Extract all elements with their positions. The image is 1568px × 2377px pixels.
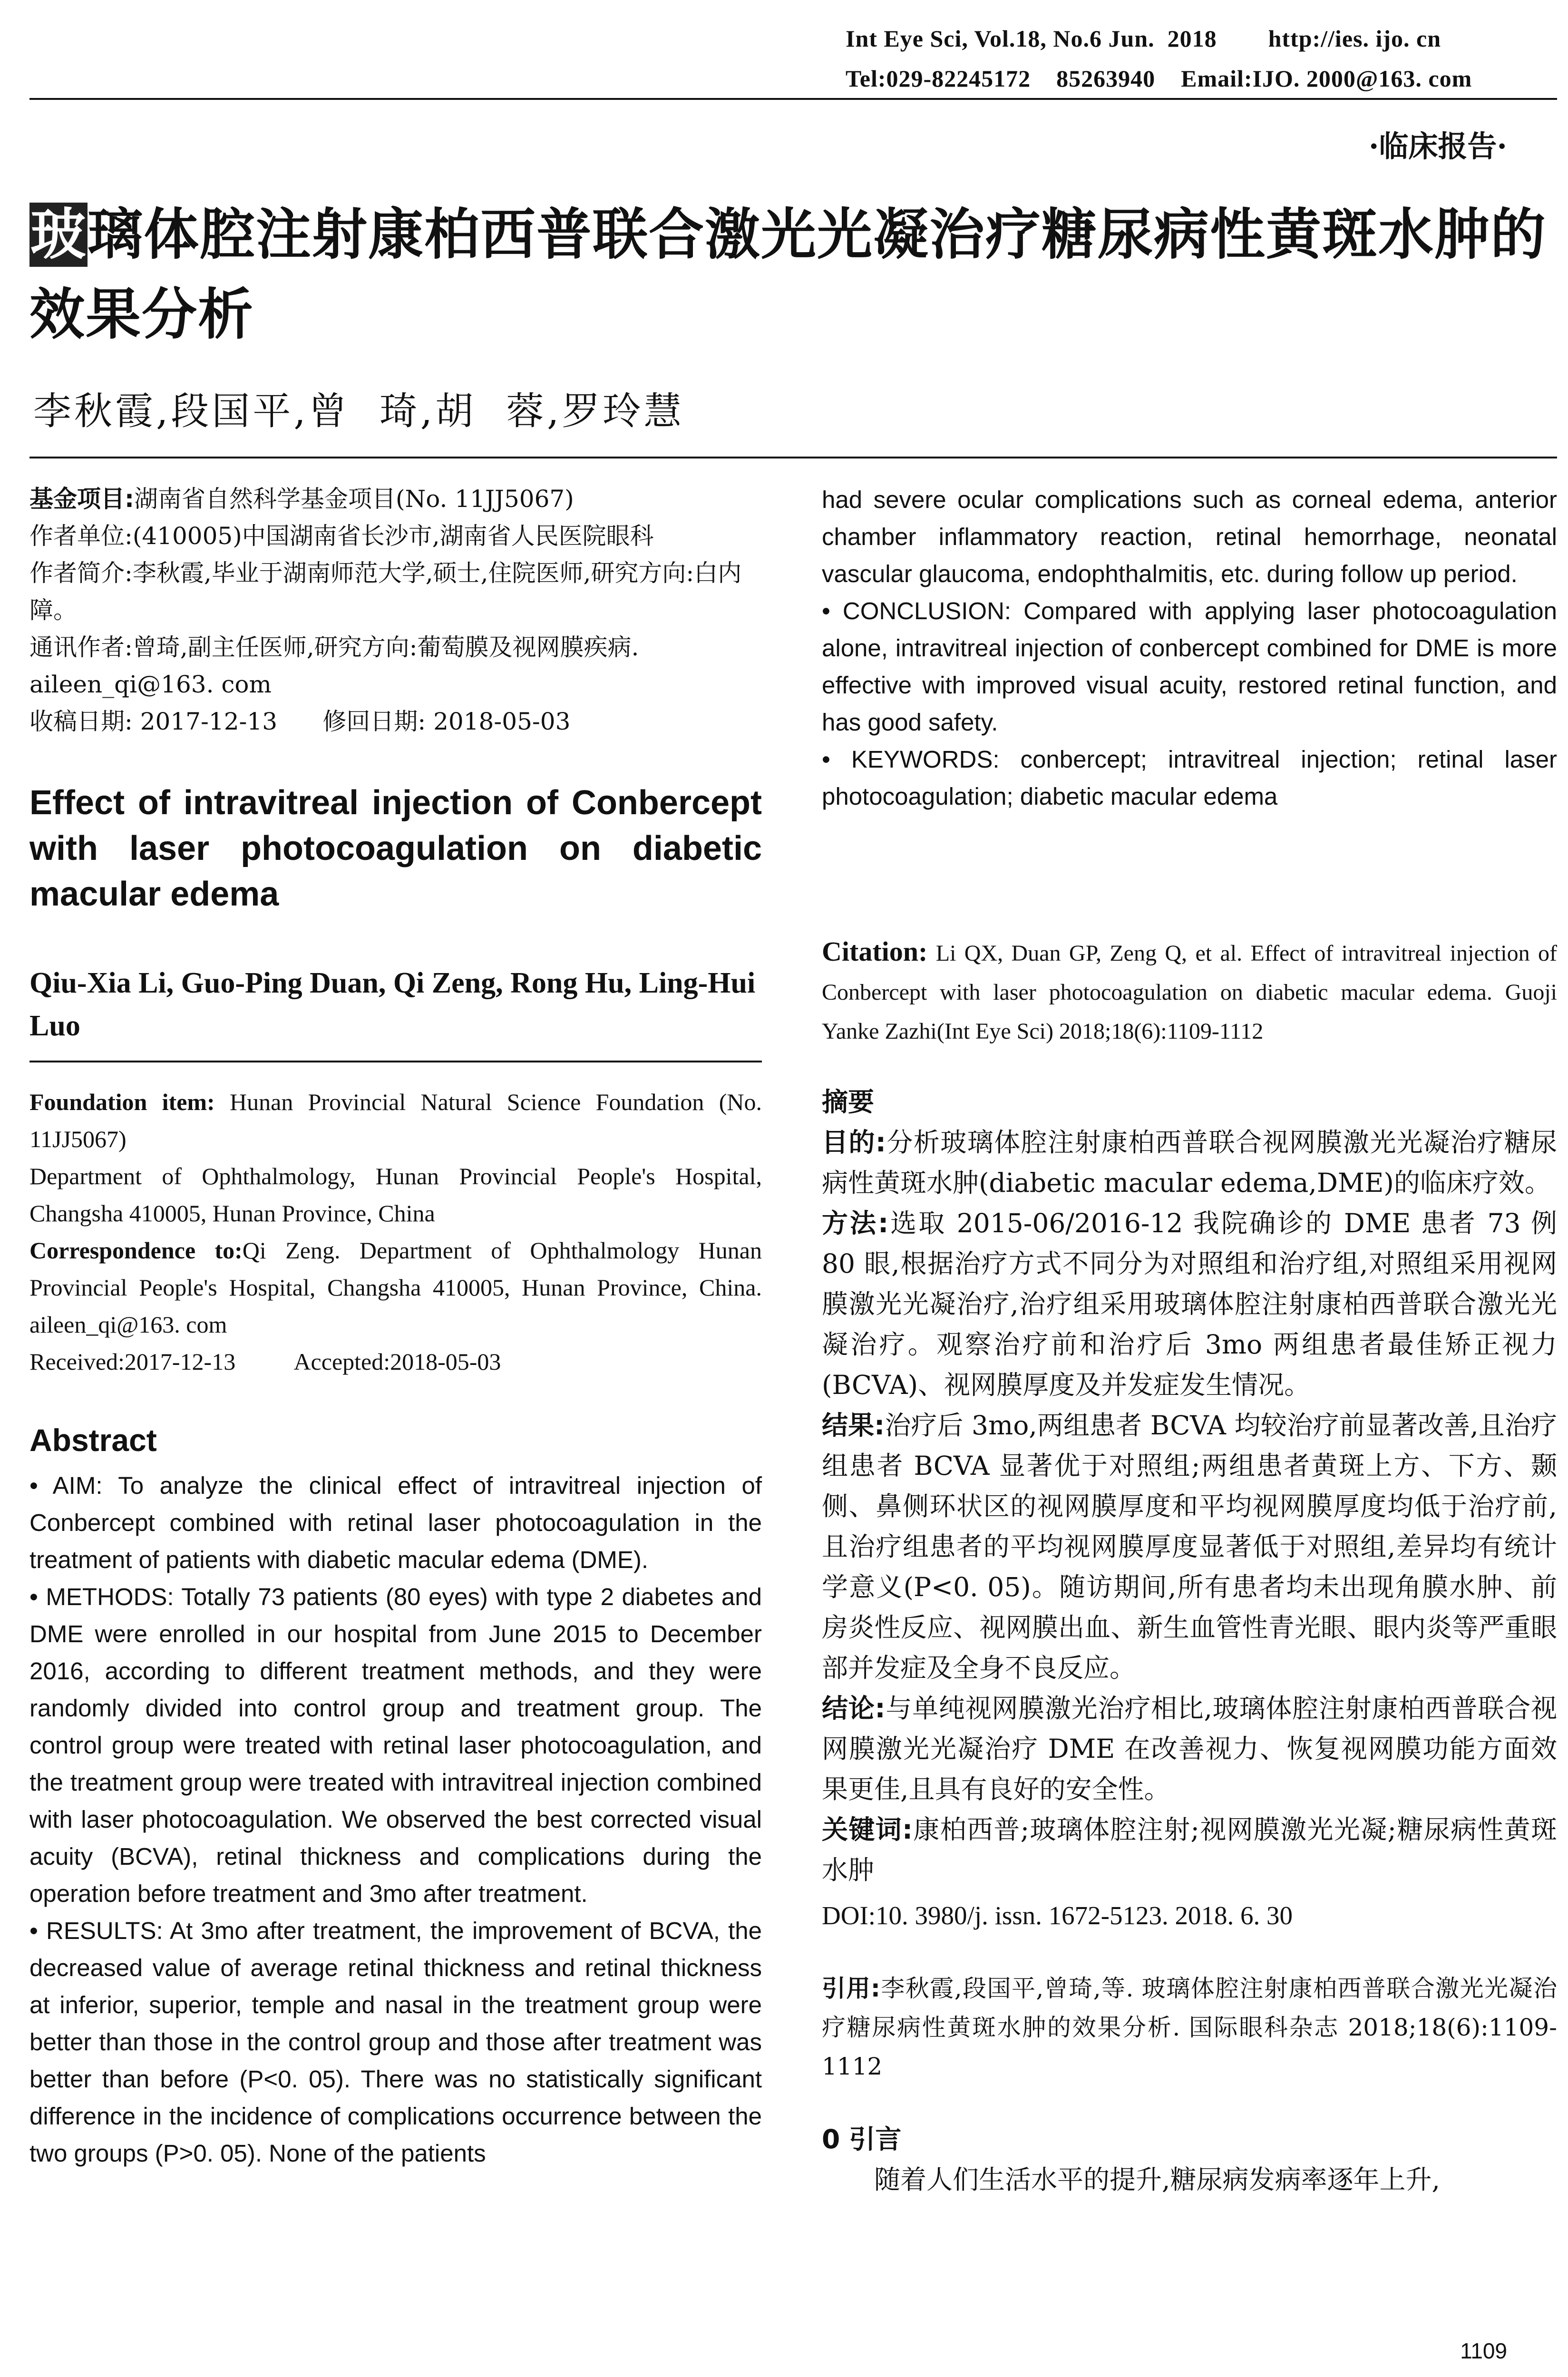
en-foundation: Foundation item: Hunan Provincial Natural Science Foundation (No. 11JJ5067) — [29, 1089, 762, 1152]
title-first-char: 玻 — [30, 203, 87, 267]
zh-doi: DOI:10. 3980/j. issn. 1672-5123. 2018. 6. 30 — [822, 1901, 1293, 1930]
en-department: Department of Ophthalmology, Hunan Provincial People's Hospital, Changsha 410005, Hunan Province, China — [29, 1163, 762, 1227]
abstract-methods: • METHODS: Totally 73 patients (80 eyes) with type 2 diabetes and DME were enrolled in our hospital from June 2015 to December 2016, according to different treatment methods, and they were randomly divided into control group and treatment group. The control group were treated with retinal laser photocoagulation, and the treatment group were treated with intravitreal injection combined with laser photocoagulation. We observed the best corrected visual acuity (BCVA), retinal thickness and complications during the operation before treatment and 3mo after treatment. — [29, 1583, 762, 1907]
zh-meta-correspondence: 通讯作者:曾琦,副主任医师,研究方向:葡萄膜及视网膜疾病. aileen_qi@163. com — [29, 633, 639, 698]
zh-meta-dates: 收稿日期: 2017-12-13 修回日期: 2018-05-03 — [29, 708, 571, 735]
article-title-zh — [29, 195, 1566, 355]
zh-objective: 目的:分析玻璃体腔注射康柏西普联合视网膜激光光凝治疗糖尿病性黄斑水肿(diabetic macular edema,DME)的临床疗效。 — [822, 1127, 1557, 1198]
section-tag: ·临床报告· — [1368, 129, 1507, 164]
abstract-results: • RESULTS: At 3mo after treatment, the improvement of BCVA, the decreased value of average retinal thickness and retinal thickness at inferior, superior, temple and nasal in the treatment group were better than those in the control group and those after treatment was better than before (P<0. 05). There was no statistically significant difference in the incidence of complications occurrence between the two groups (P>0. 05). None of the patients — [29, 1917, 762, 2167]
abstract-heading: Abstract — [29, 1422, 157, 1458]
en-correspondence: Correspondence to:Qi Zeng. Department of Ophthalmology Hunan Provincial People's Hospital, Changsha 410005, Hunan Province, China. aileen_qi@163. com — [29, 1237, 762, 1338]
intro-heading: 0 引言 — [822, 2124, 902, 2154]
authors-zh: 李秋霞,段国平,曾 琦,胡 蓉,罗玲慧 — [33, 389, 685, 433]
zh-meta-bio: 作者简介:李秋霞,毕业于湖南师范大学,硕士,住院医师,研究方向:白内障。 — [29, 559, 742, 624]
zh-citation: 引用:李秋霞,段国平,曾琦,等. 玻璃体腔注射康柏西普联合激光光凝治疗糖尿病性黄斑水肿的效果分析. 国际眼科杂志 2018;18(6):1109-1112 — [822, 1975, 1557, 2080]
zh-keywords: 关键词:康柏西普;玻璃体腔注射;视网膜激光光凝;糖尿病性黄斑水肿 — [822, 1814, 1557, 1885]
zh-meta-block — [29, 480, 762, 740]
header-rule — [29, 98, 1557, 100]
en-dates: Received:2017-12-13 Accepted:2018-05-03 — [29, 1348, 501, 1375]
zh-abstract — [822, 1082, 1557, 2200]
page-number: 1109 — [1460, 2338, 1507, 2363]
abstract-left — [29, 1467, 762, 2172]
abstract-conclusion: • CONCLUSION: Compared with applying laser photocoagulation alone, intravitreal injection of conbercept combined for DME is more effective with improved visual acuity, restored retinal function, and has good safety. — [822, 597, 1557, 736]
zh-conclusion: 结论:与单纯视网膜激光治疗相比,玻璃体腔注射康柏西普联合视网膜激光光凝治疗 DME 在改善视力、恢复视网膜功能方面效果更佳,且具有良好的安全性。 — [822, 1693, 1558, 1804]
abstract-keywords: • KEYWORDS: conbercept; intravitreal injection; retinal laser photocoagulation; diabetic macular edema — [822, 746, 1557, 810]
contact-header: Tel:029-82245172 85263940 Email:IJO. 2000@163. com — [846, 65, 1472, 92]
journal-header: Int Eye Sci, Vol.18, No.6 Jun. 2018 http://ies. ijo. cn — [846, 25, 1441, 52]
en-meta-block — [29, 1083, 762, 1380]
authors-rule — [29, 1061, 762, 1062]
intro-text: 随着人们生活水平的提升,糖尿病发病率逐年上升, — [874, 2164, 1440, 2195]
zh-methods: 方法:选取 2015-06/2016-12 我院确诊的 DME 患者 73 例 80 眼,根据治疗方式不同分为对照组和治疗组,对照组采用视网膜激光光凝治疗,治疗组采用玻璃体腔注射康柏西普联合激光光凝治疗。观察治疗前和治疗后 3mo 两组患者最佳矫正视力(BCVA)、视网膜厚度及并发症发生情况。 — [822, 1208, 1557, 1400]
title-rule — [29, 457, 1557, 458]
article-title-en: Effect of intravitreal injection of Conbercept with laser photocoagulation on diabetic macular edema — [29, 784, 762, 913]
citation-en: Citation: Li QX, Duan GP, Zeng Q, et al. Effect of intravitreal injection of Conbercept with laser photocoagulation on diabetic macular edema. Guoji Yanke Zazhi(Int Eye Sci) 2018;18(6):1109-1112 — [822, 936, 1557, 1044]
zh-meta-foundation: 基金项目:湖南省自然科学基金项目(No. 11JJ5067) — [29, 485, 574, 513]
abstract-right — [822, 481, 1557, 815]
zh-results: 结果:治疗后 3mo,两组患者 BCVA 均较治疗前显著改善,且治疗组患者 BCVA 显著优于对照组;两组患者黄斑上方、下方、颞侧、鼻侧环状区的视网膜厚度和平均视网膜厚度均低于治疗前,且治疗组患者的平均视网膜厚度显著低于对照组,差异均有统计学意义(P<0. 05)。随访期间,所有患者均未出现角膜水肿、前房炎性反应、视网膜出血、新生血管性青光眼、眼内炎等严重眼部并发症及全身不良反应。 — [822, 1410, 1557, 1683]
title-rest: 璃体腔注射康柏西普联合激光光凝治疗糖尿病性黄斑水肿的效果分析 — [29, 203, 1547, 347]
abstract-aim: • AIM: To analyze the clinical effect of intravitreal injection of Conbercept combined with retinal laser photocoagulation in the treatment of patients with diabetic macular edema (DME). — [29, 1472, 762, 1573]
authors-en: Qiu-Xia Li, Guo-Ping Duan, Qi Zeng, Rong Hu, Ling-Hui Luo — [29, 967, 756, 1042]
abstract-results-cont: had severe ocular complications such as corneal edema, anterior chamber inflammatory reaction, retinal hemorrhage, neonatal vascular glaucoma, endophthalmitis, etc. during follow up period. — [822, 486, 1557, 587]
zh-abstract-heading: 摘要 — [822, 1087, 875, 1117]
zh-meta-affiliation: 作者单位:(410005)中国湖南省长沙市,湖南省人民医院眼科 — [29, 522, 654, 550]
